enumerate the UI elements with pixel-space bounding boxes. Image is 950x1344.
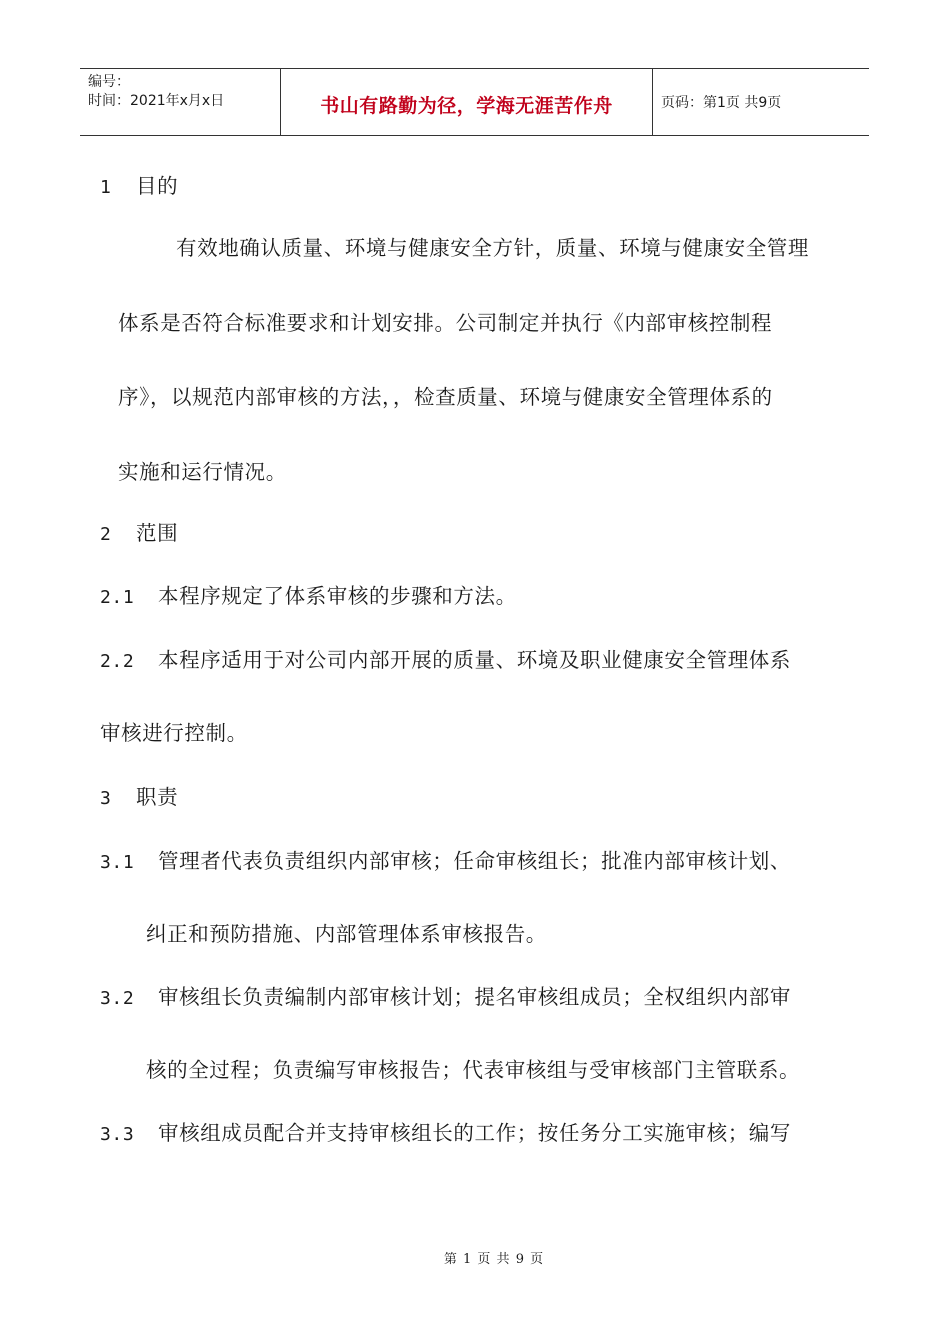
clause-text: 管理者代表负责组织内部审核；任命审核组长；批准内部审核计划、 [158,849,791,873]
footer-page-number: 第 1 页 共 9 页 [443,1252,545,1267]
paragraph-line: 实施和运行情况。 [118,460,287,484]
clause-3-3 [100,1121,791,1147]
paragraph-line: 核的全过程；负责编写审核报告；代表审核组与受审核部门主管联系。 [146,1058,801,1082]
page-footer [0,1248,950,1267]
header-motto: 书山有路勤为径，学海无涯苦作舟 [320,94,613,117]
clause-number: 3.2 [100,988,135,1009]
document-header [80,68,869,136]
document-number-label: 编号： [88,74,130,90]
paragraph-line: 纠正和预防措施、内部管理体系审核报告。 [146,922,547,946]
section-title: 职责 [136,785,179,809]
clause-2-2 [100,648,791,674]
header-page-cell [653,69,869,135]
header-meta-cell [80,69,281,135]
paragraph-line: 有效地确认质量、环境与健康安全方针，质量、环境与健康安全管理 [176,236,809,260]
section-title: 范围 [136,521,179,545]
clause-number: 3.1 [100,852,135,873]
section-3-heading [100,785,178,811]
clause-text: 审核组长负责编制内部审核计划；提名审核组成员；全权组织内部审 [158,985,791,1009]
clause-text: 本程序适用于对公司内部开展的质量、环境及职业健康安全管理体系 [158,648,791,672]
document-time-label: 时间：2021年x月x日 [88,93,225,109]
paragraph-line: 审核进行控制。 [100,721,248,745]
clause-text: 审核组成员配合并支持审核组长的工作；按任务分工实施审核；编写 [158,1121,791,1145]
section-title: 目的 [136,174,179,198]
section-1-heading [100,174,178,200]
clause-3-1 [100,849,791,875]
section-number: 3 [100,788,112,809]
clause-number: 2.2 [100,651,135,672]
clause-3-2 [100,985,791,1011]
section-number: 1 [100,177,112,198]
paragraph-line: 体系是否符合标准要求和计划安排。公司制定并执行《内部审核控制程 [118,311,773,335]
section-number: 2 [100,524,112,545]
header-page-label: 页码：第1页 共9页 [661,95,782,111]
paragraph-line: 序》，以规范内部审核的方法，，检查质量、环境与健康安全管理体系的 [118,385,773,409]
clause-2-1 [100,584,517,610]
clause-number: 3.3 [100,1124,135,1145]
header-motto-cell [281,69,653,135]
section-2-heading [100,521,178,547]
clause-number: 2.1 [100,587,135,608]
clause-text: 本程序规定了体系审核的步骤和方法。 [158,584,517,608]
